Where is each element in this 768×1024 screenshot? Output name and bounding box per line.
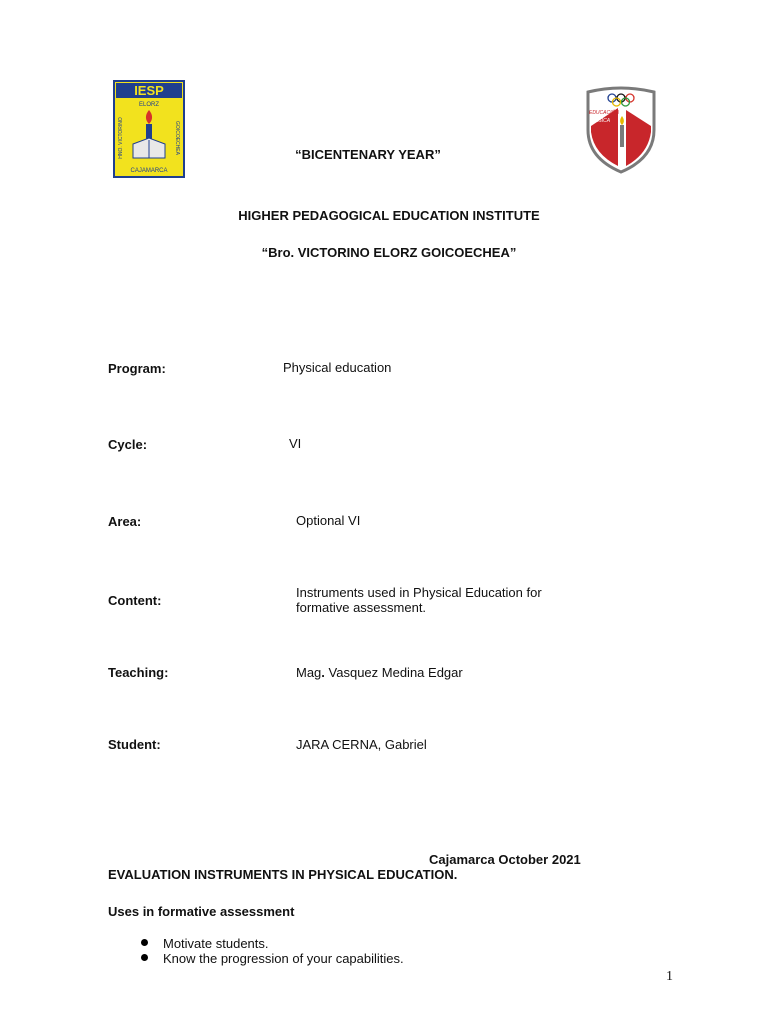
content-value-line-2: formative assessment. bbox=[296, 600, 427, 615]
place-date: Cajamarca October 2021 bbox=[429, 852, 581, 867]
logo-lettering-educacion: EDUCACIÓN bbox=[588, 110, 620, 116]
program-value: Physical education bbox=[283, 360, 392, 375]
teaching-label: Teaching: bbox=[108, 665, 169, 680]
student-label: Student: bbox=[108, 737, 161, 752]
logo-lettering-fisica: FÍSICA bbox=[593, 118, 611, 124]
program-label: Program: bbox=[108, 361, 166, 376]
student-value: JARA CERNA, Gabriel bbox=[296, 737, 427, 752]
year-title: “BICENTENARY YEAR” bbox=[295, 147, 441, 162]
area-label: Area: bbox=[108, 514, 142, 529]
cycle-label: Cycle: bbox=[108, 437, 148, 452]
logo-lettering-cajamarca: CAJAMARCA bbox=[130, 168, 168, 174]
content-value-line-1: Instruments used in Physical Education for bbox=[296, 585, 542, 600]
bullet-list bbox=[108, 936, 608, 966]
logo-lettering-elorz: ELORZ bbox=[138, 102, 160, 108]
list-item: Know the progression of your capabilities. bbox=[108, 951, 608, 966]
iesp-crest-icon bbox=[113, 80, 185, 178]
teaching-value-dot: . bbox=[321, 665, 325, 680]
teaching-value-rest: Vasquez Medina Edgar bbox=[324, 665, 463, 680]
logo-lettering-victorino: HNO. VICTORINO bbox=[118, 117, 124, 159]
physical-education-shield-icon bbox=[582, 86, 660, 174]
page-number: 1 bbox=[666, 969, 673, 984]
list-item: Motivate students. bbox=[108, 936, 608, 951]
institute-title: HIGHER PEDAGOGICAL EDUCATION INSTITUTE bbox=[238, 208, 540, 223]
area-value: Optional VI bbox=[296, 513, 361, 528]
logo-lettering-goicoechea: GOICOECHEA bbox=[174, 121, 180, 155]
content-label: Content: bbox=[108, 593, 162, 608]
section-title: EVALUATION INSTRUMENTS IN PHYSICAL EDUCATION. bbox=[108, 867, 458, 882]
teaching-value-prefix: Mag bbox=[296, 665, 322, 680]
institute-name: “Bro. VICTORINO ELORZ GOICOECHEA” bbox=[261, 245, 517, 260]
logo-lettering-iesp: IESP bbox=[134, 83, 164, 98]
cycle-value: VI bbox=[289, 436, 302, 451]
teaching-value bbox=[296, 665, 463, 681]
section-subtitle: Uses in formative assessment bbox=[108, 904, 295, 919]
